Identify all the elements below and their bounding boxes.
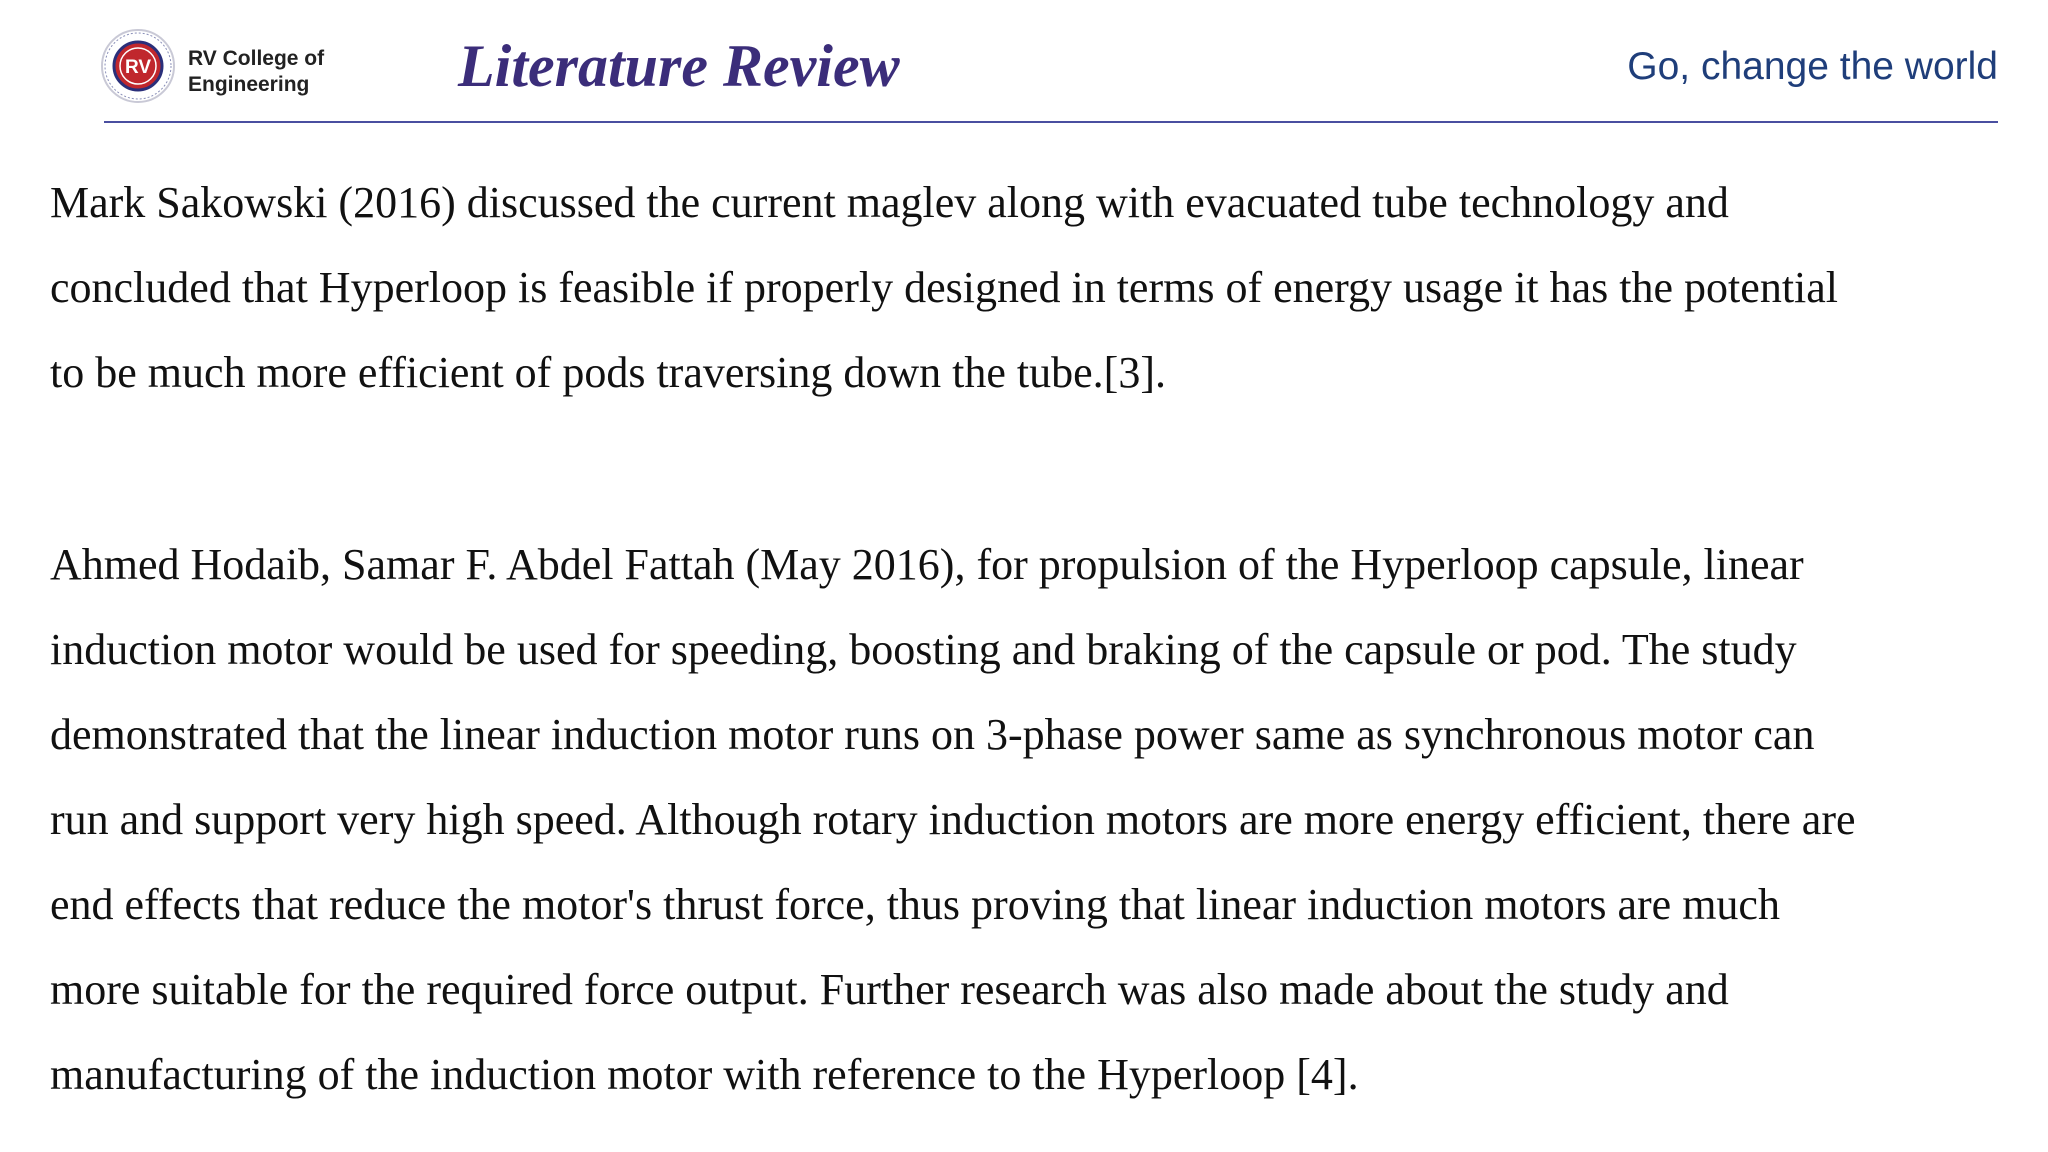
college-name-line-1: RV College of xyxy=(188,47,325,70)
review-paragraph-sakowski: Mark Sakowski (2016) discussed the current maglev along with evacuated tube technology and concluded that Hyperloop is feasible if properly designed in terms of energy usage it has the potential to be much more efficient of pods traversing down the tube.[3]. xyxy=(50,178,1839,397)
college-name xyxy=(188,46,324,98)
college-logo-icon xyxy=(100,28,176,104)
college-name-line-2: Engineering xyxy=(188,73,310,96)
logo-monogram: RV xyxy=(124,57,152,78)
slide-body xyxy=(50,160,2010,1117)
page-title: Literature Review xyxy=(458,33,900,99)
slide-header xyxy=(0,0,2048,124)
header-divider xyxy=(104,121,1998,123)
college-tagline: Go, change the world xyxy=(1627,45,1998,88)
review-paragraph-hodaib-fattah: Ahmed Hodaib, Samar F. Abdel Fattah (May 2016), for propulsion of the Hyperloop capsule, linear induction motor would be used for speeding, boosting and braking of the capsule or pod. The study demonstrated that the linear induction motor runs on 3-phase power same as synchronous motor can run and support very high speed. Although rotary induction motors are more energy efficient, there are end effects that reduce the motor's thrust force, thus proving that linear induction motors are much more suitable for the required force output. Further research was also made about the study and manufacturing of the induction motor with reference to the Hyperloop [4]. xyxy=(50,540,1856,1099)
